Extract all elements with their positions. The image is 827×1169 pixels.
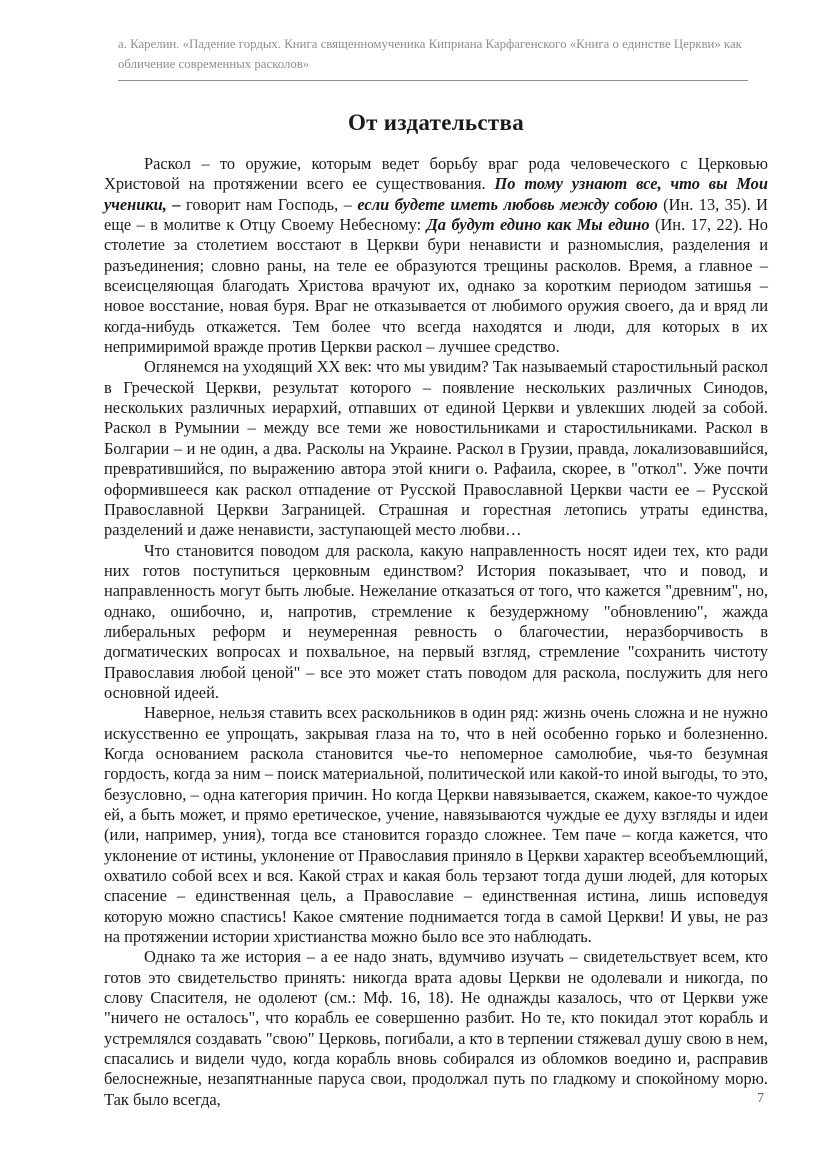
text-run: Что становится поводом для раскола, какую направленность носят идеи тех, кто ради них готов поступиться церковным единством? История показывает, что и повод, и направленность могут быть любые. Нежелание отказаться от того, что кажется "древним", но, однако, ошибочно, и, напротив, стремление к безудержному "обновлению", жажда либеральных реформ и неумеренная ревность о благочестии, неразборчивость в догматических вопросах и похвальное, на первый взгляд, стремление "сохранить чистоту Православия любой ценой" – все это может стать поводом для раскола, послужить для него основной идеей.	[104, 540, 768, 702]
paragraph	[104, 154, 768, 357]
paragraph	[104, 947, 768, 1110]
text-run: (Ин. 17, 22). Но столетие за столетием восстают в Церкви бури ненависти и разномыслия, разделения и разъединения; словно раны, на теле ее образуются трещины расколов. Время, а главное – всеисцеляющая благодать Христова врачуют их, однако за коротким периодом затишья – новое восстание, новая буря. Враг не отказывается от любимого оружия своего, да и вряд ли когда-нибудь откажется. Тем более что всегда находятся и люди, для которых в их непримиримой вражде против Церкви раскол – лучшее средство.	[104, 215, 768, 357]
page-title: От издательства	[347, 110, 525, 135]
paragraph	[104, 357, 768, 540]
article-body	[104, 154, 768, 1110]
text-run: говорит нам Господь, –	[180, 194, 358, 214]
paragraph	[104, 703, 768, 947]
text-run: Оглянемся на уходящий XX век: что мы увидим? Так называемый старостильный раскол в Греческой Церкви, результат которого – появление нескольких различных Синодов, нескольких различных иерархий, отпавших от единой Церкви и увлекших людей за собой. Раскол в Румынии – между все теми же новостильниками и старостильниками. Раскол в Болгарии – и не один, а два. Расколы на Украине. Раскол в Грузии, правда, локализовавшийся, превратившийся, по выражению автора этой книги о. Рафаила, скорее, в "откол". Уже почти оформившееся как раскол отпадение от Русской Православной Церкви части ее – Русской Православной Церкви Заграницей. Страшная и горестная летопись утраты единства, разделений и даже ненависти, заступающей место любви…	[104, 357, 768, 540]
paragraph	[104, 541, 768, 704]
text-run: Однако та же история – а ее надо знать, вдумчиво изучать – свидетельствует всем, кто готов это свидетельство принять: никогда врата адовы Церкви не одолевали и никогда, по слову Спасителя, не одолеют (см.: Мф. 16, 18). Не однажды казалось, что от Церкви уже "ничего не осталось", что корабль ее совершенно разбит. Но те, кто покидал этот корабль и устремлялся создавать "свою" Церковь, погибали, а кто в терпении стяжевал душу свою в нем, спасались и видели чудо, когда корабль вновь собирался из обломков воедино и, расправив белоснежные, незапятнанные паруса свои, продолжал путь по гладкому и спокойному морю. Так было всегда,	[104, 947, 768, 1109]
scripture-quote-run: Да будут едино как Мы едино	[426, 215, 650, 235]
scripture-quote-run: если будете иметь любовь между собою	[357, 194, 658, 214]
text-run: Наверное, нельзя ставить всех раскольников в один ряд: жизнь очень сложна и не нужно искусственно ее упрощать, закрывая глаза на то, что в ней особенно горько и болезненно. Когда основанием раскола становится чье-то непомерное самолюбие, чья-то безумная гордость, когда за ним – поиск материальной, политической или какой-то иной выгоды, то это, безусловно, – одна категория причин. Но когда Церкви навязывается, скажем, какое-то чуждое ей, а быть может, и прямо еретическое, учение, навязываются чуждые ее духу взгляды и идеи (или, например, уния), тогда все становится гораздо сложнее. Тем паче – когда кажется, что уклонение от истины, уклонение от Православия приняло в Церкви характер всеобъемлющий, охватило собой всех и вся. Какой страх и какая боль терзают тогда души людей, для которых спасение – единственная цель, а Православие – единственная истина, лишь исповедуя которую можно спастись! Какое смятение поднимается тогда в самой Церкви! И увы, не раз на протяжении истории христианства можно было все это наблюдать.	[104, 703, 768, 947]
running-head: а. Карелин. «Падение гордых. Книга священномученика Киприана Карфагенского «Книга о единстве Церкви» как обличение современных расколов»	[118, 34, 748, 81]
scripture-quote-run: По тому узнают все, что вы Мои ученики, –	[104, 174, 768, 214]
text-run: (Ин. 13, 35). И еще – в молитве к Отцу Своему Небесному:	[104, 194, 769, 235]
text-run: Раскол – то оружие, которым ведет борьбу враг рода человеческого с Церковью Христовой на протяжении всего ее существования.	[104, 154, 768, 194]
page-number: 7	[757, 1090, 764, 1105]
